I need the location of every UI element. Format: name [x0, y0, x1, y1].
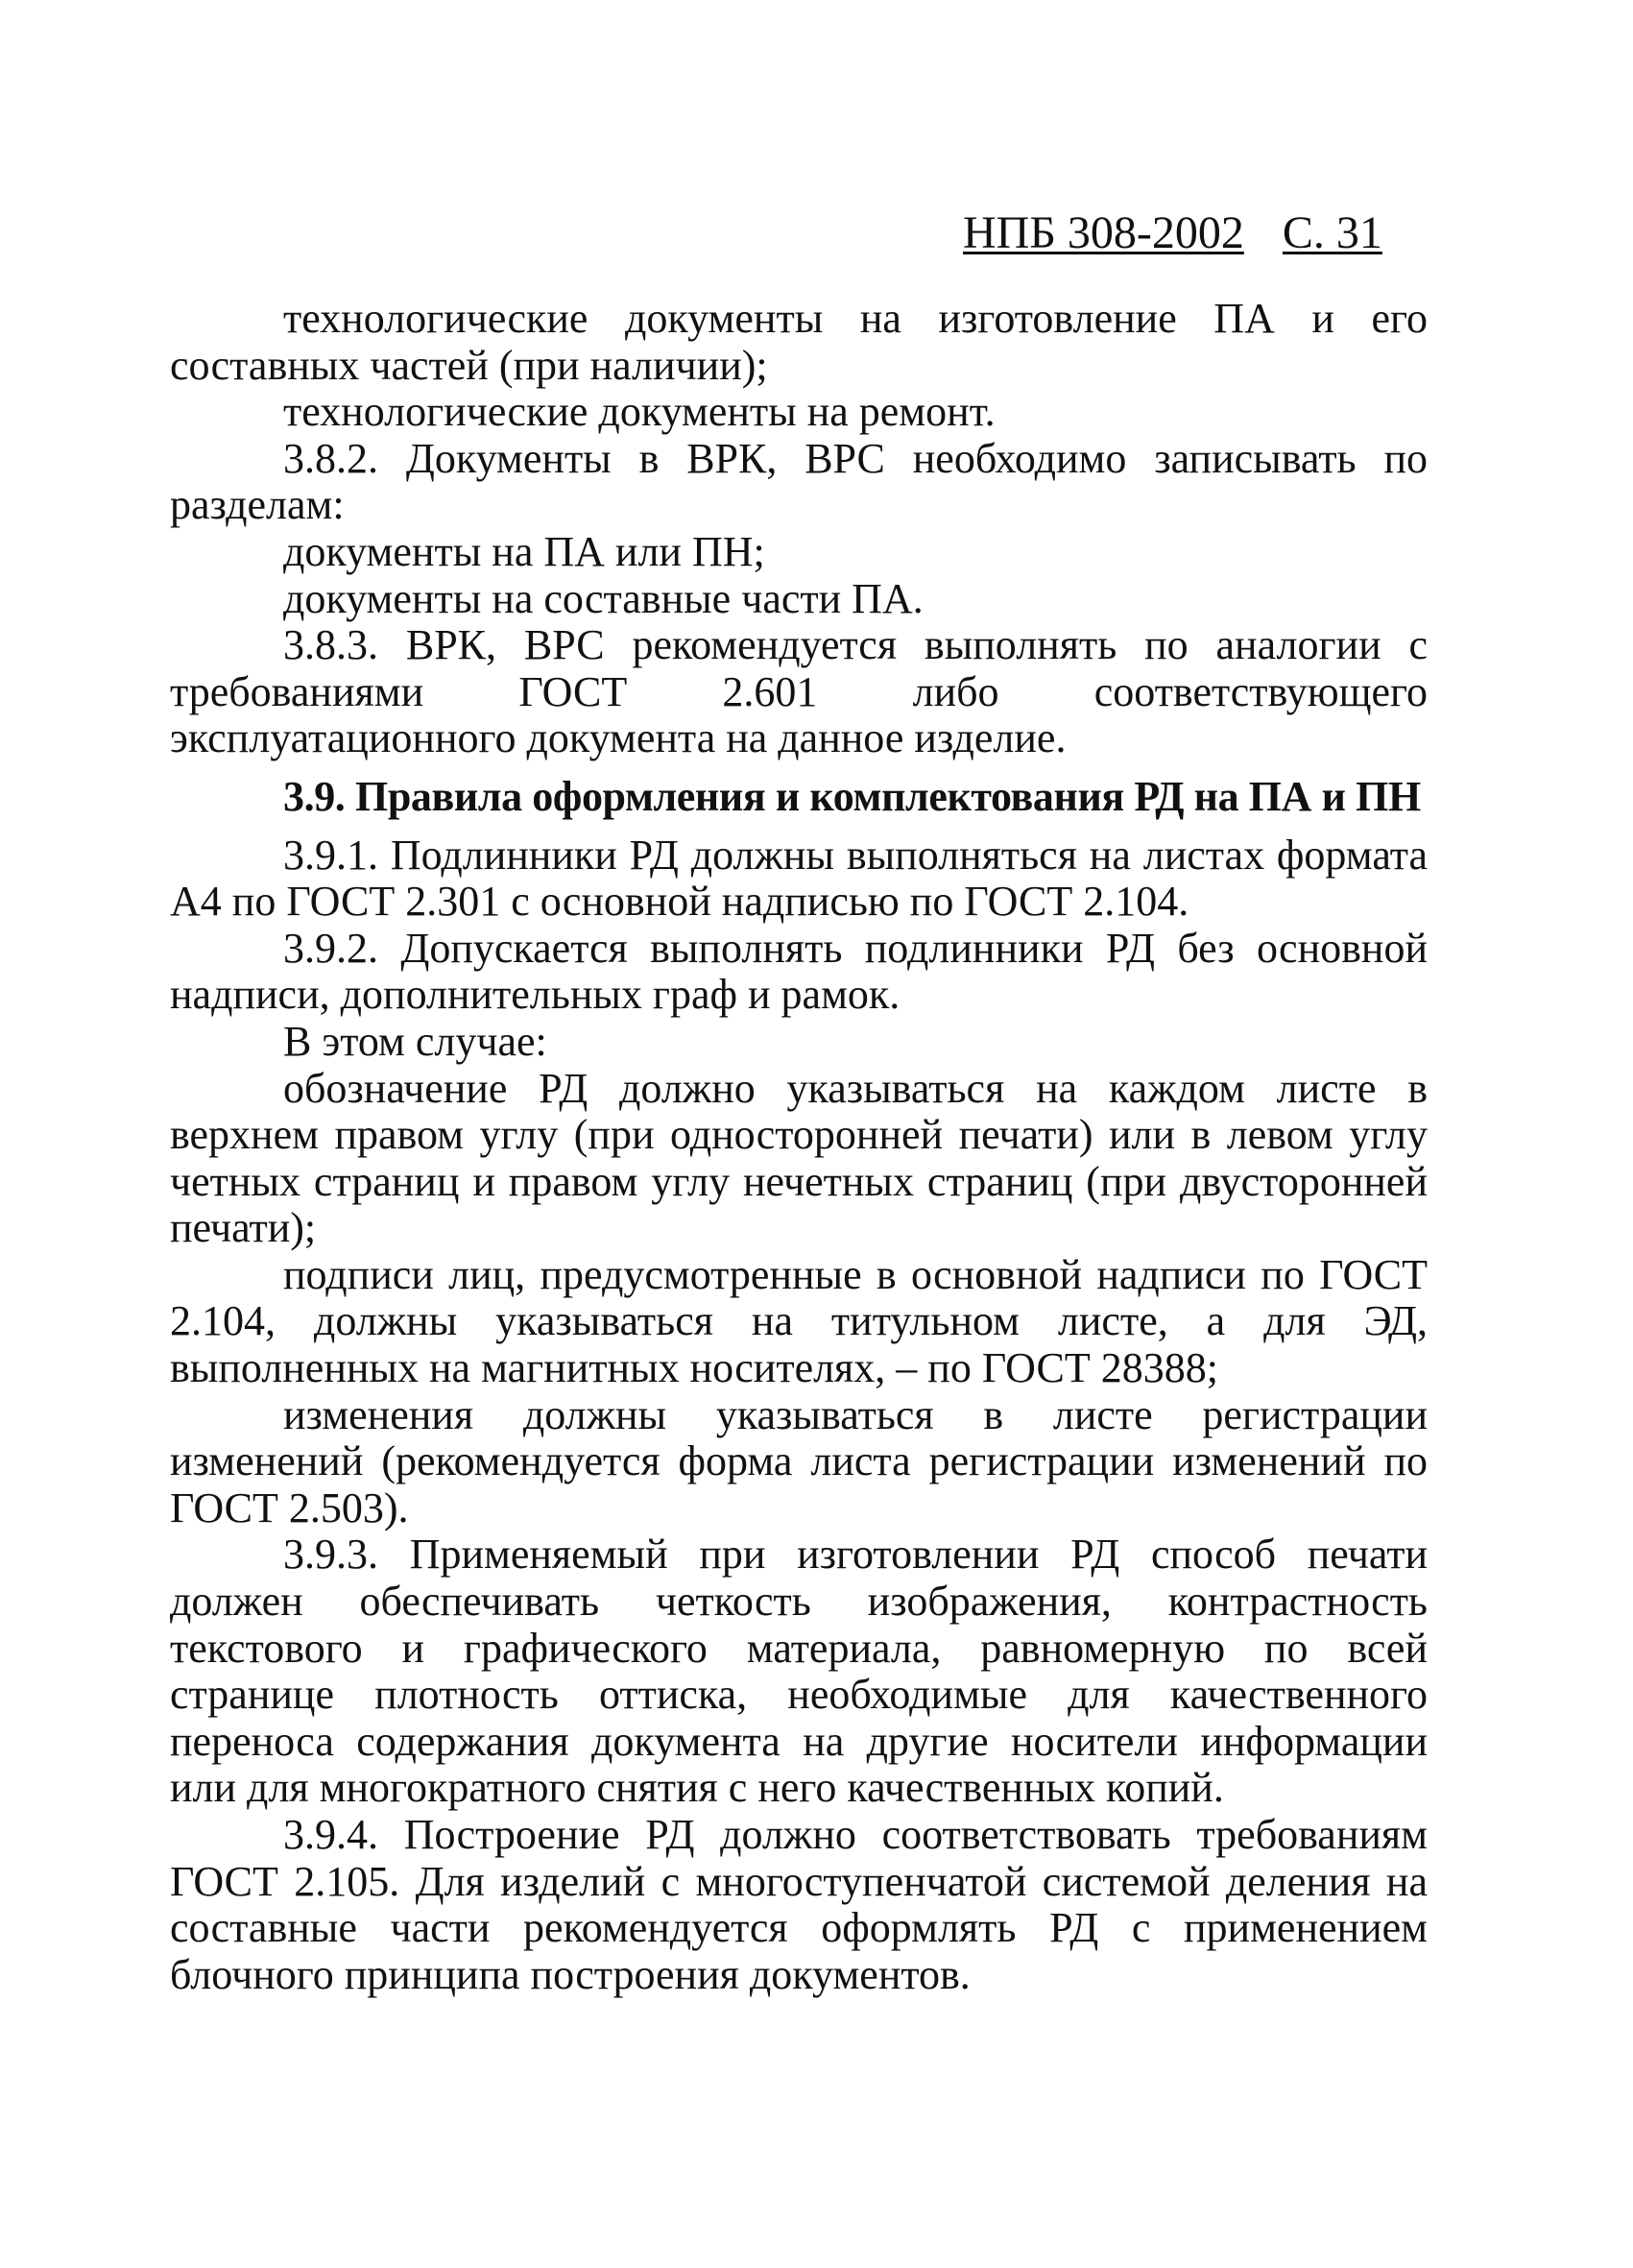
paragraph: технологические документы на изготовление ПА и его составных частей (при наличии); [170, 295, 1428, 389]
paragraph: 3.9.1. Подлинники РД должны выполняться на листах формата А4 по ГОСТ 2.301 с основной надписью по ГОСТ 2.104. [170, 831, 1428, 926]
page-number: С. 31 [1282, 207, 1382, 258]
paragraph: обозначение РД должно указываться на каждом листе в верхнем правом углу (при односторонней печати) или в левом углу четных страниц и правом углу нечетных страниц (при двусторонней печати); [170, 1064, 1428, 1252]
paragraph: 3.8.3. ВРК, ВРС рекомендуется выполнять по аналогии с требованиями ГОСТ 2.601 либо соответствующего эксплуатационного документа на данное изделие. [170, 621, 1428, 762]
document-body [170, 296, 1428, 1998]
paragraph: подписи лиц, предусмотренные в основной надписи по ГОСТ 2.104, должны указываться на титульном листе, а для ЭД, выполненных на магнитных носителях, – по ГОСТ 28388; [170, 1250, 1428, 1392]
paragraph: 3.9.3. Применяемый при изготовлении РД способ печати должен обеспечивать четкость изображения, контрастность текстового и графического материала, равномерную по всей странице плотность оттиска, необходимые для качественного переноса содержания документа на другие носители информации или для многократного снятия с него качественных копий. [170, 1531, 1428, 1812]
paragraph: В этом случае: [283, 1017, 547, 1065]
section-title: 3.9. Правила оформления и комплектования РД на ПА и ПН [283, 772, 1421, 820]
document-code: НПБ 308-2002 [963, 207, 1244, 258]
paragraph: 3.9.2. Допускается выполнять подлинники РД без основной надписи, дополнительных граф и рамок. [170, 924, 1428, 1019]
page-header [963, 206, 1382, 260]
paragraph: изменения должны указываться в листе регистрации изменений (рекомендуется форма листа регистрации изменений по ГОСТ 2.503). [170, 1390, 1428, 1532]
paragraph: 3.8.2. Документы в ВРК, ВРС необходимо записывать по разделам: [170, 434, 1428, 529]
paragraph: 3.9.4. Построение РД должно соответствовать требованиям ГОСТ 2.105. Для изделий с многоступенчатой системой деления на составные части рекомендуется оформлять РД с применением блочного принципа построения документов. [170, 1811, 1428, 1998]
paragraph: документы на ПА или ПН; [283, 527, 765, 575]
paragraph: документы на составные части ПА. [283, 574, 924, 622]
paragraph: технологические документы на ремонт. [283, 388, 996, 436]
